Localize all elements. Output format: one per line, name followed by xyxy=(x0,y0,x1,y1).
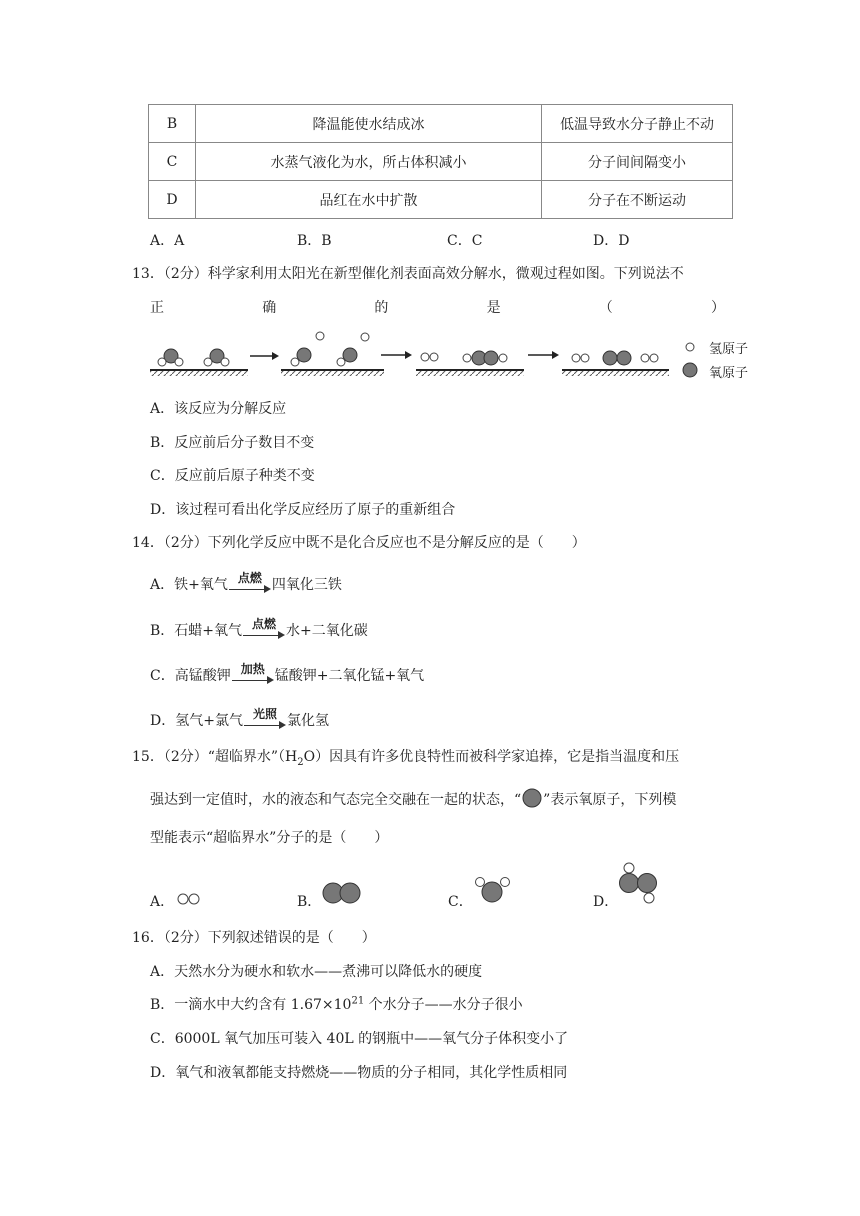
q12-option-b[interactable]: B．B xyxy=(297,233,332,249)
q15-option-c-model-icon[interactable] xyxy=(472,872,512,906)
q16-stem: 16．（2分）下列叙述错误的是（ ） xyxy=(132,930,376,946)
reaction-arrow-icon xyxy=(232,662,274,686)
q15-option-a-model-icon[interactable] xyxy=(175,890,203,908)
arrow-icon xyxy=(528,351,559,359)
oxygen-atom xyxy=(343,348,357,362)
reactants: 氢气+氯气 xyxy=(175,713,243,729)
reactants: 石蜡+氧气 xyxy=(174,623,243,639)
q13-word: 的 xyxy=(374,300,389,316)
q15-stem-line2 xyxy=(150,787,676,809)
legend-oxygen-label: 氧原子 xyxy=(709,366,749,381)
table-cell-explanation: 低温导致水分子静止不动 xyxy=(542,105,733,143)
water-molecule xyxy=(204,349,229,366)
q13-word: （ xyxy=(598,300,613,316)
q15-text: 强达到一定值时，水的液态和气态完全交融在一起的状态，“ xyxy=(150,792,522,808)
q15-text: ”表示氧原子，下列模 xyxy=(543,792,677,808)
table-cell-explanation: 分子在不断运动 xyxy=(542,181,733,219)
q13-option-c[interactable]: C．反应前后原子种类不变 xyxy=(150,468,315,484)
q16-option-a[interactable]: A．天然水分为硬水和软水——煮沸可以降低水的硬度 xyxy=(150,964,483,980)
q13-option-d[interactable]: D．该过程可看出化学反应经历了原子的重新组合 xyxy=(150,502,456,518)
q13-word: 是 xyxy=(486,300,501,316)
q14-stem: 14．（2分）下列化学反应中既不是化合反应也不是分解反应的是（ ） xyxy=(132,535,586,551)
q13-word: 正 xyxy=(150,300,164,316)
table-cell-phenomenon: 品红在水中扩散 xyxy=(196,181,542,219)
table-cell-phenomenon: 降温能使水结成冰 xyxy=(196,105,542,143)
table-row xyxy=(149,105,733,143)
q14-option-a[interactable] xyxy=(150,571,342,595)
catalyst-surface xyxy=(562,370,669,376)
reactants: 高锰酸钾 xyxy=(174,668,231,684)
superscript: 21 xyxy=(351,995,365,1007)
q15-stem-line1 xyxy=(132,746,679,768)
oxygen-molecule xyxy=(603,351,631,365)
q12-option-d[interactable]: D．D xyxy=(593,233,630,249)
table-cell-letter: D xyxy=(149,181,196,219)
arrow-icon xyxy=(381,351,412,359)
reaction-arrow-icon xyxy=(243,617,285,641)
q15-text: 15．（2分）“超临界水”（H xyxy=(132,749,298,765)
q14-option-b[interactable] xyxy=(150,617,368,641)
oxygen-atom xyxy=(297,348,311,362)
hydrogen-atom xyxy=(337,358,345,366)
table-cell-letter: C xyxy=(149,143,196,181)
hydrogen-atom xyxy=(291,358,299,366)
hydrogen-atom xyxy=(316,332,324,340)
table-row xyxy=(149,181,733,219)
option-prefix: C． xyxy=(150,668,175,684)
q15-text: O）因具有许多优良特性而被科学家追捧，它是指当温度和压 xyxy=(303,749,680,765)
reaction-condition: 点燃 xyxy=(237,571,262,585)
oxygen-atom-icon xyxy=(521,787,543,809)
option-prefix: A． xyxy=(150,577,175,593)
catalyst-surface xyxy=(150,370,248,376)
hydrogen-atom xyxy=(361,333,369,341)
q14-option-d[interactable] xyxy=(150,707,329,731)
q13-stem-line2 xyxy=(150,297,725,317)
option-prefix: B． xyxy=(150,623,175,639)
water-molecule xyxy=(158,349,183,366)
option-text: 个水分子——水分子很小 xyxy=(364,997,523,1013)
q16-option-b[interactable] xyxy=(150,994,523,1014)
q13-reaction-diagram xyxy=(148,326,678,382)
products: 四氧化三铁 xyxy=(271,577,342,593)
q15-option-c-label[interactable]: C． xyxy=(448,894,473,910)
q15-option-a-label[interactable]: A． xyxy=(150,894,175,910)
hydrogen-molecule xyxy=(641,354,658,362)
q12-option-a[interactable]: A．A xyxy=(150,233,185,249)
table-cell-explanation: 分子间间隔变小 xyxy=(542,143,733,181)
option-prefix: D． xyxy=(150,713,176,729)
products: 氯化氢 xyxy=(286,713,329,729)
q13-word: ） xyxy=(710,300,725,316)
answer-table xyxy=(148,104,733,219)
reaction-condition: 点燃 xyxy=(252,617,277,631)
q16-option-c[interactable]: C．6000L 氧气加压可装入 40L 的钢瓶中——氧气分子体积变小了 xyxy=(150,1031,569,1047)
reaction-condition: 加热 xyxy=(240,662,265,676)
hydrogen-molecule xyxy=(421,353,438,361)
hydrogen-peroxide-molecule xyxy=(463,351,507,365)
q15-option-b-model-icon[interactable] xyxy=(321,880,363,906)
hydrogen-molecule xyxy=(572,354,589,362)
catalyst-surface xyxy=(416,370,524,376)
reaction-condition: 光照 xyxy=(252,707,277,721)
legend-hydrogen-label: 氢原子 xyxy=(709,342,749,357)
q14-option-c[interactable] xyxy=(150,662,425,686)
table-cell-phenomenon: 水蒸气液化为水，所占体积减小 xyxy=(196,143,542,181)
q15-option-d-model-icon[interactable] xyxy=(617,860,661,906)
table-row xyxy=(149,143,733,181)
table-cell-letter: B xyxy=(149,105,196,143)
oxygen-atom-legend-icon xyxy=(681,361,699,379)
hydrogen-atom-legend-icon xyxy=(683,340,697,354)
reactants: 铁+氧气 xyxy=(174,577,228,593)
q13-option-a[interactable]: A．该反应为分解反应 xyxy=(150,401,287,417)
q16-option-d[interactable]: D．氧气和液氧都能支持燃烧——物质的分子相同，其化学性质相同 xyxy=(150,1065,568,1081)
catalyst-surface xyxy=(281,370,384,376)
reaction-arrow-icon xyxy=(244,707,286,731)
q15-stem-line3: 型能表示“超临界水”分子的是（ ） xyxy=(150,830,389,846)
products: 锰酸钾+二氧化锰+氧气 xyxy=(274,668,425,684)
products: 水+二氧化碳 xyxy=(286,623,368,639)
q13-stem-line1: 13．（2分）科学家利用太阳光在新型催化剂表面高效分解水，微观过程如图。下列说法不 xyxy=(132,266,684,282)
option-text: B．一滴水中大约含有 1.67×10 xyxy=(150,997,352,1013)
q15-option-b-label[interactable]: B． xyxy=(297,894,322,910)
q13-option-b[interactable]: B．反应前后分子数目不变 xyxy=(150,435,315,451)
subscript: 2 xyxy=(297,756,304,768)
q15-option-d-label[interactable]: D． xyxy=(593,894,619,910)
arrow-icon xyxy=(250,352,279,360)
reaction-arrow-icon xyxy=(229,571,271,595)
q13-word: 确 xyxy=(262,300,277,316)
q12-option-c[interactable]: C．C xyxy=(447,233,483,249)
